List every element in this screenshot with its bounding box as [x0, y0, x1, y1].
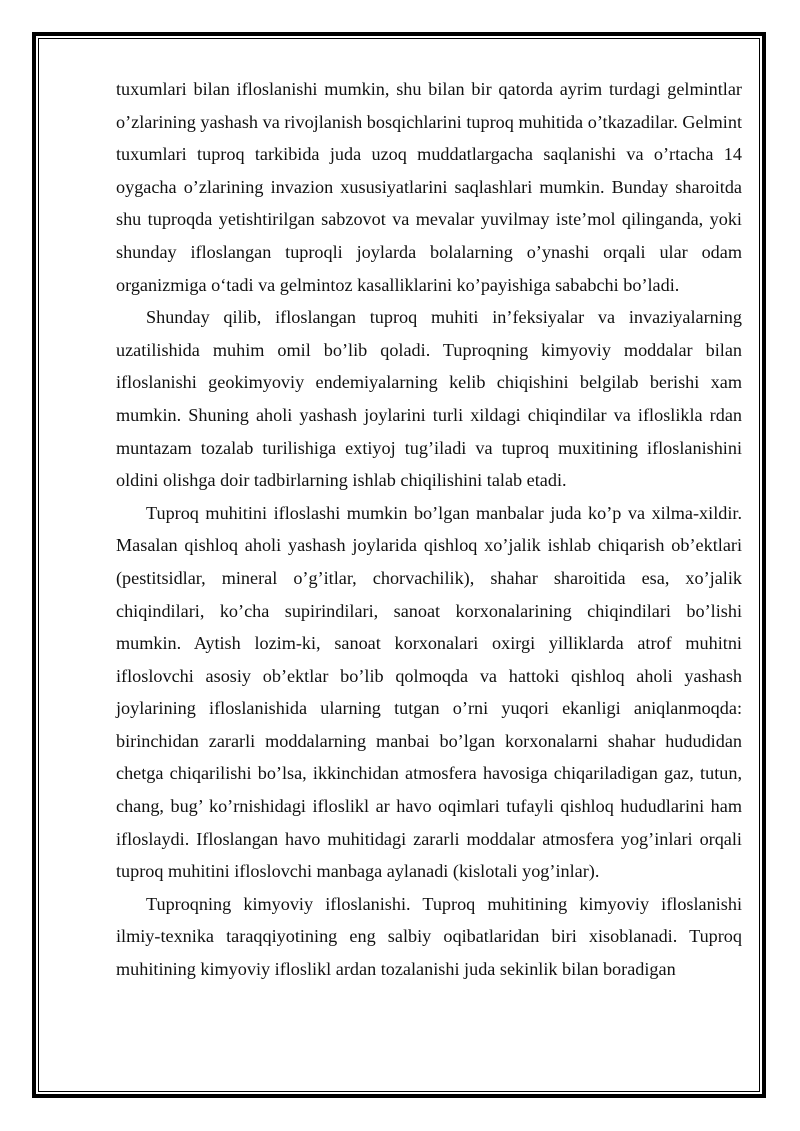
- document-body: [116, 73, 742, 986]
- paragraph-1: tuxumlari bilan ifloslanishi mumkin, shu bilan bir qatorda ayrim turdagi gelmintlar o’zlarining yashash va rivojlanish bosqichlarini tuproq muhitida o’tkazadilar. Gelmint tuxumlari tuproq tarkibida juda uzoq muddatlargacha saqlanishi va o’rtacha 14 oygacha o’zlarining invazion xususiyatlarini saqlashlari mumkin. Bunday sharoitda shu tuproqda yetishtirilgan sabzovot va mevalar yuvilmay iste’mol qilinganda, yoki shunday ifloslangan tuproqli joylarda bolalarning o’ynashi orqali ular odam organizmiga o‘tadi va gelmintoz kasalliklarini ko’payishiga sababchi bo’ladi.: [116, 79, 742, 295]
- paragraph-4: Tuproqning kimyoviy ifloslanishi. Tuproq muhitining kimyoviy ifloslanishi ilmiy-texnika taraqqiyotining eng salbiy oqibatlaridan biri xisoblanadi. Tuproq muhitining kimyoviy ifloslikl ardan tozalanishi juda sekinlik bilan boradigan: [116, 893, 742, 980]
- paragraph-2: Shunday qilib, ifloslangan tuproq muhiti in’feksiyalar va invaziyalarning uzatilishida muhim omil bo’lib qoladi. Tuproqning kimyoviy moddalar bilan ifloslanishi geokimyoviy endemiyalarning kelib chiqishini belgilab berishi xam mumkin. Shuning aholi yashash joylarini turli xildagi chiqindilar va ifloslikla rdan muntazam tozalab turilishiga extiyoj tug’iladi va tuproq muxitining ifloslanishini oldini olishga doir tadbirlarning ishlab chiqilishini talab etadi.: [116, 307, 742, 491]
- paragraph-3: Tuproq muhitini ifloslashi mumkin bo’lgan manbalar juda ko’p va xilma-xildir. Masalan qishloq aholi yashash joylarida qishloq xo’jalik ishlab chiqarish ob’ektlari (pestitsidlar, mineral o’g’itlar, chorvachilik), shahar sharoitida esa, xo’jalik chiqindilari, ko’cha supirindilari, sanoat korxonalarining chiqindilari bo’lishi mumkin. Aytish lozim-ki, sanoat korxonalari oxirgi yilliklarda atrof muhitni ifloslovchi asosiy ob’ektlar bo’lib qolmoqda va hattoki qishloq aholi yashash joylarining ifloslanishida ularning tutgan o’rni yuqori ekanligi aniqlanmoqda: birinchidan zararli moddalarning manbai bo’lgan korxonalarni shahar hududidan chetga chiqarilishi bo’lsa, ikkinchidan atmosfera havosiga chiqariladigan gaz, tutun, chang, bug’ ko’rnishidagi ifloslikl ar havo oqimlari tufayli qishloq hududlarini ham ifloslaydi. Ifloslangan havo muhitidagi zararli moddalar atmosfera yog’inlari orqali tuproq muhitini ifloslovchi manbaga aylanadi (kislotali yog’inlar).: [116, 502, 742, 882]
